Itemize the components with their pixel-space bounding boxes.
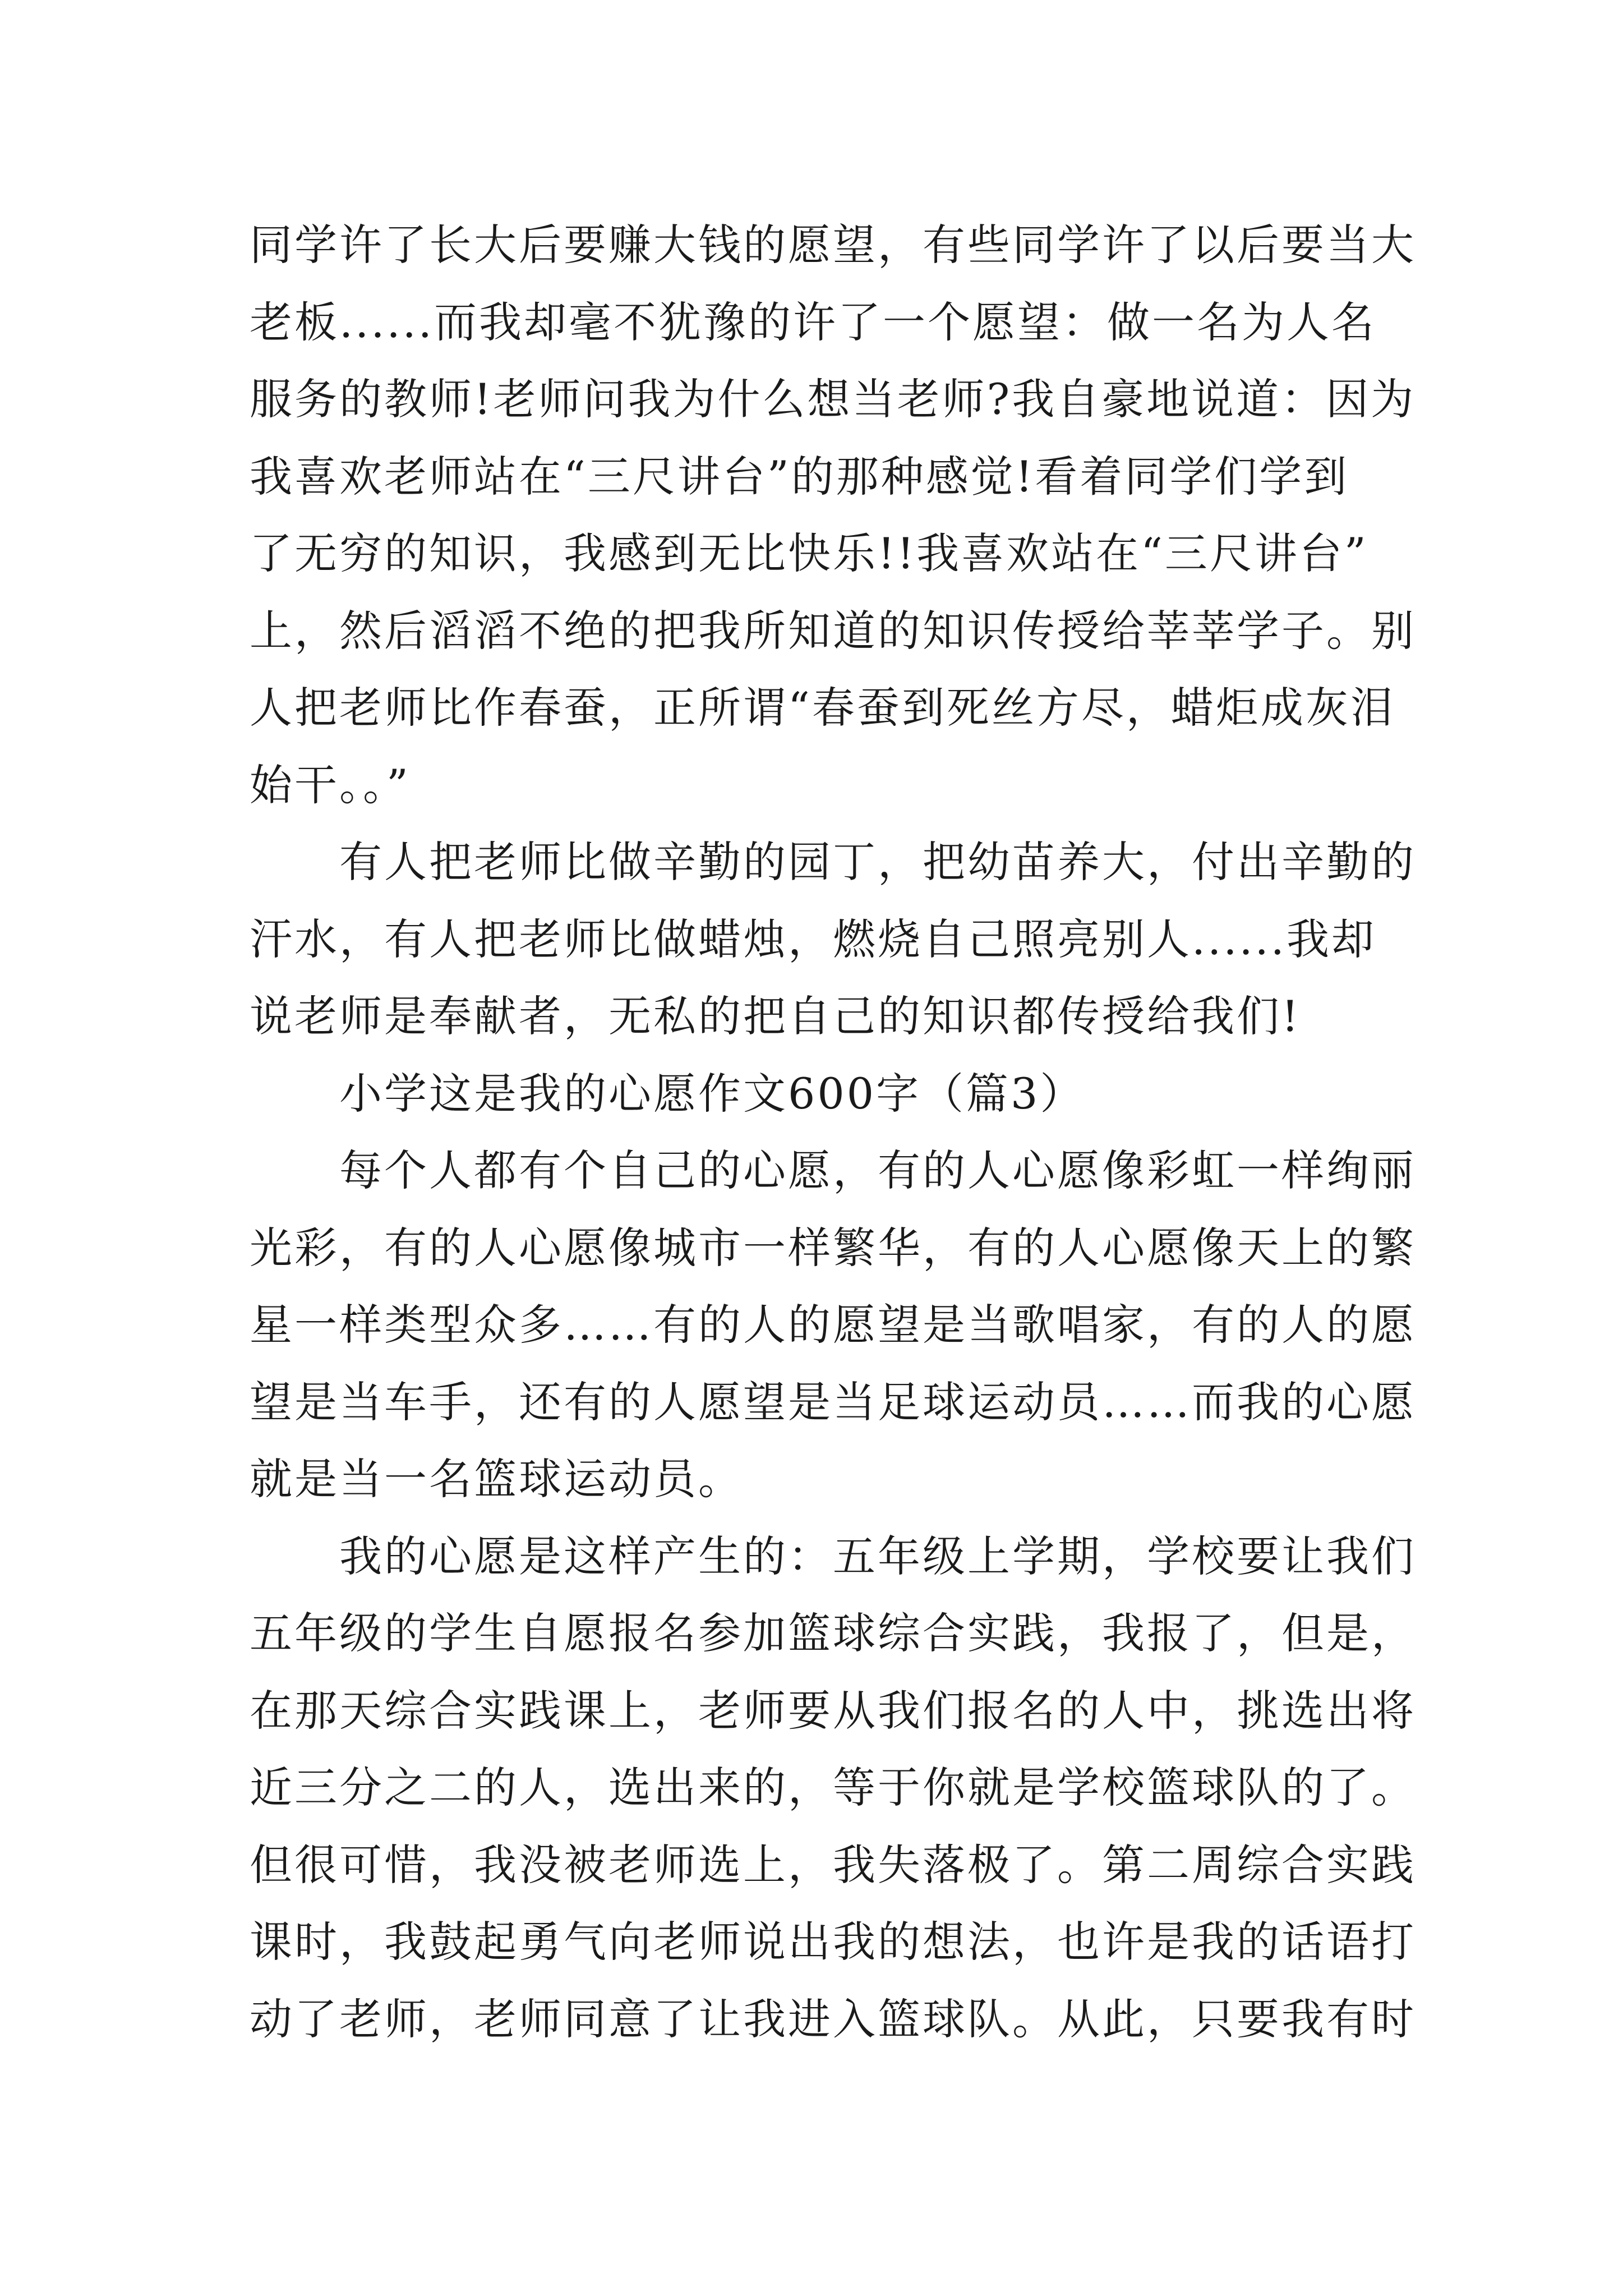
text-line: 小学这是我的心愿作文600字（篇3） — [339, 1068, 1085, 1119]
text-line: 每个人都有个自己的心愿，有的人心愿像彩虹一样绚丽 — [339, 1145, 1416, 1195]
text-line: 上，然后滔滔不绝的把我所知道的知识传授给莘莘学子。别 — [250, 605, 1416, 656]
text-line: 了无穷的知识，我感到无比快乐!!我喜欢站在“三尺讲台” — [250, 528, 1368, 578]
text-line: 五年级的学生自愿报名参加篮球综合实践，我报了，但是， — [250, 1608, 1416, 1658]
text-line: 老板......而我却毫不犹豫的许了一个愿望：做一名为人名 — [250, 297, 1376, 347]
text-line: 在那天综合实践课上，老师要从我们报名的人中，挑选出将 — [250, 1685, 1416, 1736]
text-line: 但很可惜，我没被老师选上，我失落极了。第二周综合实践 — [250, 1839, 1416, 1890]
text-line: 动了老师，老师同意了让我进入篮球队。从此，只要我有时 — [250, 1994, 1416, 2044]
text-line: 我喜欢老师站在“三尺讲台”的那种感觉!看着同学们学到 — [250, 451, 1349, 501]
text-line: 光彩，有的人心愿像城市一样繁华，有的人心愿像天上的繁 — [250, 1222, 1416, 1273]
text-line: 望是当车手，还有的人愿望是当足球运动员……而我的心愿 — [250, 1377, 1416, 1427]
text-line: 说老师是奉献者，无私的把自己的知识都传授给我们! — [250, 991, 1301, 1041]
text-line: 服务的教师!老师问我为什么想当老师?我自豪地说道：因为 — [250, 374, 1416, 424]
text-line: 人把老师比作春蚕，正所谓“春蚕到死丝方尽，蜡炬成灰泪 — [250, 683, 1395, 733]
text-line: 我的心愿是这样产生的：五年级上学期，学校要让我们 — [339, 1531, 1416, 1581]
text-line: 有人把老师比做辛勤的园丁，把幼苗养大，付出辛勤的 — [339, 837, 1416, 887]
text-line: 就是当一名篮球运动员。 — [250, 1454, 743, 1504]
text-line: 同学许了长大后要赚大钱的愿望，有些同学许了以后要当大 — [250, 220, 1416, 270]
text-line: 近三分之二的人，选出来的，等于你就是学校篮球队的了。 — [250, 1763, 1416, 1812]
text-line: 课时，我鼓起勇气向老师说出我的想法，也许是我的话语打 — [250, 1917, 1416, 1967]
text-line: 汗水，有人把老师比做蜡烛，燃烧自己照亮别人......我却 — [250, 914, 1376, 964]
essay-body — [250, 206, 1416, 2058]
text-line: 星一样类型众多……有的人的愿望是当歌唱家，有的人的愿 — [250, 1300, 1416, 1350]
text-line: 始干。。” — [250, 760, 411, 810]
